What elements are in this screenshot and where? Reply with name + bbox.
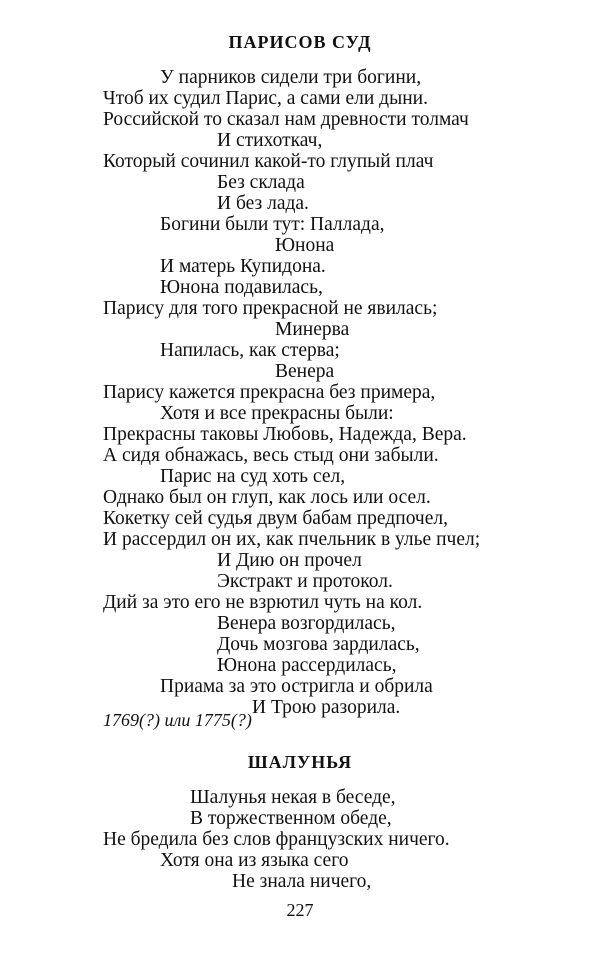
- poem-line: Парису для того прекрасной не явилась;: [103, 298, 438, 319]
- poem-line: Не знала ничего,: [232, 871, 372, 892]
- poem1-title: ПАРИСОВ СУД: [228, 32, 372, 52]
- poem-line: В торжественном обеде,: [190, 808, 392, 829]
- poem-line: Экстракт и протокол.: [217, 571, 393, 592]
- poem-line: Венера возгордилась,: [217, 613, 396, 634]
- poem-line: Юнона подавилась,: [160, 277, 323, 298]
- poem-line: Напилась, как стерва;: [160, 340, 340, 361]
- poem-line: Дочь мозгова зардилась,: [217, 634, 420, 655]
- poem-line: Без склада: [217, 172, 305, 193]
- poem-line: Юнона рассердилась,: [217, 655, 397, 676]
- poem1-date: 1769(?) или 1775(?): [103, 710, 252, 730]
- poem-line: Не бредила без слов французских ничего.: [103, 829, 450, 850]
- poem-line: А сидя обнажась, весь стыд они забыли.: [103, 445, 439, 466]
- poem-line: Хотя и все прекрасны были:: [160, 403, 394, 424]
- poem-line: И Трою разорила.: [252, 697, 401, 718]
- poem2-title: ШАЛУНЬЯ: [247, 752, 353, 772]
- poem-line: Минерва: [275, 319, 350, 340]
- poem-line: И без лада.: [217, 193, 309, 214]
- poem-line: И стихоткач,: [217, 130, 323, 151]
- poem-line: И рассердил он их, как пчельник в улье пчел;: [103, 529, 481, 550]
- poem-line: Парис на суд хоть сел,: [160, 466, 346, 487]
- page-number: 227: [286, 900, 314, 920]
- poem-line: Приама за это остригла и обрила: [160, 676, 433, 697]
- poem-line: Чтоб их судил Парис, а сами ели дыни.: [103, 88, 428, 109]
- poem-line: Богини были тут: Паллада,: [160, 214, 385, 235]
- poem-line: Хотя она из языка сего: [160, 850, 349, 871]
- poem-line: И Дию он прочел: [217, 550, 362, 571]
- poem-line: Российской то сказал нам древности толмач: [103, 109, 469, 130]
- poem-line: Кокетку сей судья двум бабам предпочел,: [103, 508, 449, 529]
- poem-line: Дий за это его не взрютил чуть на кол.: [103, 592, 423, 613]
- poem-line: Венера: [275, 361, 335, 382]
- poem-line: У парников сидели три богини,: [160, 67, 422, 88]
- poem-line: Который сочинил какой-то глупый плач: [103, 151, 434, 172]
- poem-line: Юнона: [275, 235, 335, 256]
- poem-line: Прекрасны таковы Любовь, Надежда, Вера.: [103, 424, 467, 445]
- poem-line: И матерь Купидона.: [160, 256, 326, 277]
- poem-line: Однако был он глуп, как лось или осел.: [103, 487, 431, 508]
- poem-line: Шалунья некая в беседе,: [190, 787, 396, 808]
- poem-line: Парису кажется прекрасна без примера,: [103, 382, 436, 403]
